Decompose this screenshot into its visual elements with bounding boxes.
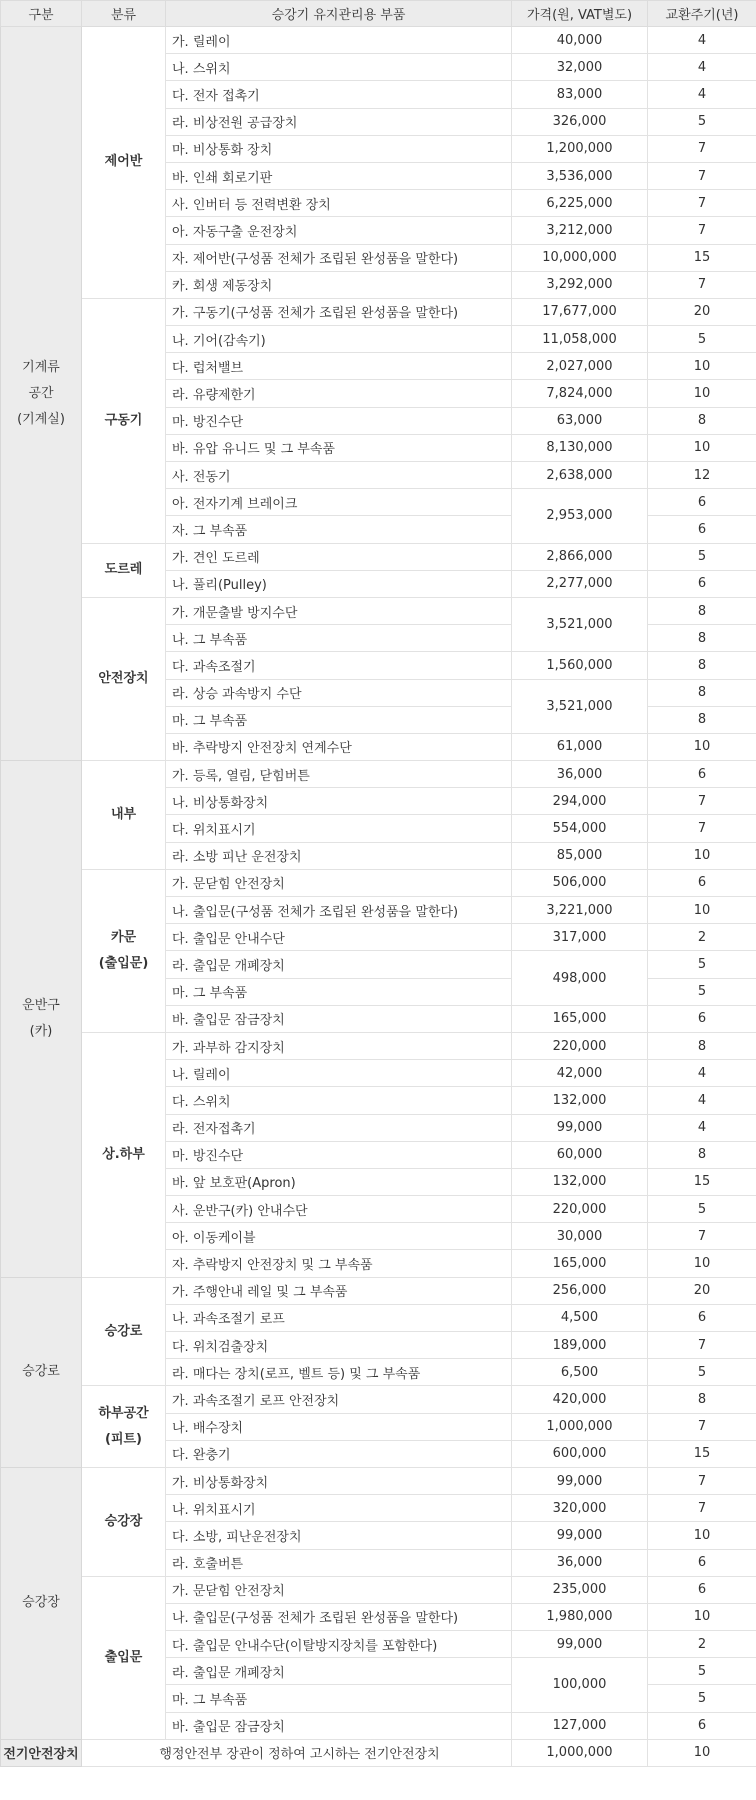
- cycle-cell: 8: [648, 652, 756, 679]
- cycle-cell: 6: [648, 570, 756, 597]
- price-cell: 42,000: [512, 1060, 648, 1087]
- cycle-cell: 8: [648, 679, 756, 706]
- part-name-cell: 아. 이동케이블: [166, 1223, 512, 1250]
- cycle-cell: 6: [648, 1549, 756, 1576]
- category-cell: 기계류 공간 (기계실): [1, 27, 82, 761]
- cycle-cell: 8: [648, 1032, 756, 1059]
- header-part: 승강기 유지관리용 부품: [166, 1, 512, 27]
- price-cell: 1,980,000: [512, 1603, 648, 1630]
- cycle-cell: 5: [648, 1359, 756, 1386]
- price-cell: 7,824,000: [512, 380, 648, 407]
- price-cell: 3,221,000: [512, 897, 648, 924]
- cycle-cell: 15: [648, 1168, 756, 1195]
- cycle-cell: 5: [648, 543, 756, 570]
- header-classification: 분류: [82, 1, 166, 27]
- cycle-cell: 7: [648, 1413, 756, 1440]
- cycle-cell: 7: [648, 217, 756, 244]
- price-cell: 99,000: [512, 1467, 648, 1494]
- cycle-cell: 12: [648, 462, 756, 489]
- part-name-cell: 가. 과부하 감지장치: [166, 1032, 512, 1059]
- price-cell: 4,500: [512, 1304, 648, 1331]
- part-name-cell: 자. 그 부속품: [166, 516, 512, 543]
- part-name-cell: 다. 완충기: [166, 1440, 512, 1467]
- price-cell: 100,000: [512, 1658, 648, 1712]
- cycle-cell: 8: [648, 597, 756, 624]
- cycle-cell: 7: [648, 815, 756, 842]
- price-cell: 36,000: [512, 1549, 648, 1576]
- part-name-cell: 바. 인쇄 회로기판: [166, 162, 512, 189]
- cycle-cell: 8: [648, 625, 756, 652]
- classification-cell: 승강장: [82, 1467, 166, 1576]
- cycle-cell: 7: [648, 1223, 756, 1250]
- cycle-cell: 6: [648, 489, 756, 516]
- part-name-cell: 바. 출입문 잠금장치: [166, 1005, 512, 1032]
- part-name-cell: 나. 과속조절기 로프: [166, 1304, 512, 1331]
- cycle-cell: 10: [648, 842, 756, 869]
- cycle-cell: 7: [648, 1495, 756, 1522]
- cycle-cell: 6: [648, 761, 756, 788]
- part-name-cell: 라. 출입문 개폐장치: [166, 951, 512, 978]
- part-name-cell: 다. 출입문 안내수단(이탈방지장치를 포함한다): [166, 1631, 512, 1658]
- cycle-cell: 5: [648, 108, 756, 135]
- part-name-cell: 다. 스위치: [166, 1087, 512, 1114]
- cycle-cell: 10: [648, 434, 756, 461]
- price-cell: 165,000: [512, 1005, 648, 1032]
- table-body: [1, 27, 756, 1740]
- part-name-cell: 바. 출입문 잠금장치: [166, 1712, 512, 1739]
- price-cell: 99,000: [512, 1631, 648, 1658]
- part-name-cell: 다. 출입문 안내수단: [166, 924, 512, 951]
- cycle-cell: 6: [648, 516, 756, 543]
- part-name-cell: 라. 소방 피난 운전장치: [166, 842, 512, 869]
- price-cell: 132,000: [512, 1168, 648, 1195]
- category-cell: 승강장: [1, 1467, 82, 1739]
- table-row: [1, 1467, 756, 1494]
- cycle-cell: 7: [648, 271, 756, 298]
- part-name-cell: 가. 구동기(구성품 전체가 조립된 완성품을 말한다): [166, 298, 512, 325]
- part-name-cell: 라. 호출버튼: [166, 1549, 512, 1576]
- price-cell: 220,000: [512, 1032, 648, 1059]
- cycle-cell: 7: [648, 135, 756, 162]
- header-row: [1, 1, 756, 27]
- price-cell: 600,000: [512, 1440, 648, 1467]
- classification-cell: 출입문: [82, 1576, 166, 1739]
- header-price: 가격(원, VAT별도): [512, 1, 648, 27]
- cycle-cell: 5: [648, 951, 756, 978]
- price-cell: 420,000: [512, 1386, 648, 1413]
- price-cell: 10,000,000: [512, 244, 648, 271]
- cycle-cell: 8: [648, 706, 756, 733]
- classification-cell: 승강로: [82, 1277, 166, 1386]
- part-name-cell: 마. 그 부속품: [166, 978, 512, 1005]
- price-cell: 326,000: [512, 108, 648, 135]
- part-name-cell: 아. 자동구출 운전장치: [166, 217, 512, 244]
- price-cell: 61,000: [512, 733, 648, 760]
- part-name-cell: 가. 주행안내 레일 및 그 부속품: [166, 1277, 512, 1304]
- cycle-cell: 2: [648, 924, 756, 951]
- cycle-cell: 6: [648, 869, 756, 896]
- price-cell: 40,000: [512, 27, 648, 54]
- cycle-cell: 7: [648, 162, 756, 189]
- price-cell: 2,953,000: [512, 489, 648, 543]
- part-name-cell: 바. 앞 보호판(Apron): [166, 1168, 512, 1195]
- part-name-cell: 다. 위치검출장치: [166, 1332, 512, 1359]
- part-name-cell: 마. 그 부속품: [166, 706, 512, 733]
- part-name-cell: 가. 문닫힘 안전장치: [166, 869, 512, 896]
- cycle-cell: 4: [648, 1114, 756, 1141]
- table-row: [1, 298, 756, 325]
- cycle-cell: 10: [648, 380, 756, 407]
- classification-cell: 상.하부: [82, 1032, 166, 1277]
- cycle-cell: 6: [648, 1712, 756, 1739]
- cycle-cell: 6: [648, 1304, 756, 1331]
- cycle-cell: 5: [648, 1658, 756, 1685]
- part-name-cell: 가. 릴레이: [166, 27, 512, 54]
- price-cell: 3,292,000: [512, 271, 648, 298]
- header-cycle: 교환주기(년): [648, 1, 756, 27]
- price-cell: 83,000: [512, 81, 648, 108]
- cycle-cell: 4: [648, 54, 756, 81]
- price-cell: 498,000: [512, 951, 648, 1005]
- part-name-cell: 다. 소방, 피난운전장치: [166, 1522, 512, 1549]
- price-cell: 3,536,000: [512, 162, 648, 189]
- table-row: [1, 1576, 756, 1603]
- cycle-cell: 10: [648, 353, 756, 380]
- cycle-cell: 10: [648, 733, 756, 760]
- price-cell: 2,027,000: [512, 353, 648, 380]
- cycle-cell: 15: [648, 1440, 756, 1467]
- part-name-cell: 사. 운반구(카) 안내수단: [166, 1196, 512, 1223]
- price-cell: 17,677,000: [512, 298, 648, 325]
- table-row: [1, 869, 756, 896]
- table-row: [1, 27, 756, 54]
- cycle-cell: 10: [648, 1250, 756, 1277]
- price-cell: 2,638,000: [512, 462, 648, 489]
- part-name-cell: 마. 비상통화 장치: [166, 135, 512, 162]
- price-cell: 99,000: [512, 1522, 648, 1549]
- part-name-cell: 라. 유량제한기: [166, 380, 512, 407]
- price-cell: 132,000: [512, 1087, 648, 1114]
- part-name-cell: 가. 문닫힘 안전장치: [166, 1576, 512, 1603]
- part-name-cell: 나. 비상통화장치: [166, 788, 512, 815]
- cycle-cell: 8: [648, 1386, 756, 1413]
- price-cell: 11,058,000: [512, 326, 648, 353]
- footer-category: 전기안전장치: [1, 1739, 82, 1766]
- price-cell: 1,560,000: [512, 652, 648, 679]
- footer-cycle: 10: [648, 1739, 756, 1766]
- part-name-cell: 라. 매다는 장치(로프, 벨트 등) 및 그 부속품: [166, 1359, 512, 1386]
- price-cell: 8,130,000: [512, 434, 648, 461]
- cycle-cell: 10: [648, 897, 756, 924]
- price-cell: 320,000: [512, 1495, 648, 1522]
- part-name-cell: 라. 비상전원 공급장치: [166, 108, 512, 135]
- cycle-cell: 10: [648, 1603, 756, 1630]
- table-row: [1, 1032, 756, 1059]
- cycle-cell: 7: [648, 1332, 756, 1359]
- part-name-cell: 나. 출입문(구성품 전체가 조립된 완성품을 말한다): [166, 897, 512, 924]
- part-name-cell: 자. 제어반(구성품 전체가 조립된 완성품을 말한다): [166, 244, 512, 271]
- price-cell: 3,521,000: [512, 679, 648, 733]
- part-name-cell: 라. 전자접촉기: [166, 1114, 512, 1141]
- footer-item: 행정안전부 장관이 정하여 고시하는 전기안전장치: [82, 1739, 512, 1766]
- price-cell: 6,500: [512, 1359, 648, 1386]
- price-cell: 506,000: [512, 869, 648, 896]
- part-name-cell: 다. 위치표시기: [166, 815, 512, 842]
- classification-cell: 내부: [82, 761, 166, 870]
- category-cell: 승강로: [1, 1277, 82, 1467]
- part-name-cell: 가. 견인 도르레: [166, 543, 512, 570]
- cycle-cell: 7: [648, 1467, 756, 1494]
- cycle-cell: 6: [648, 1005, 756, 1032]
- price-cell: 3,521,000: [512, 597, 648, 651]
- footer-row: [1, 1739, 756, 1766]
- part-name-cell: 나. 그 부속품: [166, 625, 512, 652]
- part-name-cell: 마. 그 부속품: [166, 1685, 512, 1712]
- price-cell: 1,000,000: [512, 1413, 648, 1440]
- classification-cell: 구동기: [82, 298, 166, 543]
- cycle-cell: 5: [648, 978, 756, 1005]
- price-cell: 63,000: [512, 407, 648, 434]
- price-cell: 99,000: [512, 1114, 648, 1141]
- cycle-cell: 6: [648, 1576, 756, 1603]
- price-cell: 189,000: [512, 1332, 648, 1359]
- part-name-cell: 가. 과속조절기 로프 안전장치: [166, 1386, 512, 1413]
- cycle-cell: 4: [648, 27, 756, 54]
- part-name-cell: 마. 방진수단: [166, 1141, 512, 1168]
- part-name-cell: 라. 상승 과속방지 수단: [166, 679, 512, 706]
- part-name-cell: 라. 출입문 개폐장치: [166, 1658, 512, 1685]
- part-name-cell: 다. 전자 접촉기: [166, 81, 512, 108]
- cycle-cell: 7: [648, 788, 756, 815]
- part-name-cell: 사. 인버터 등 전력변환 장치: [166, 190, 512, 217]
- price-cell: 165,000: [512, 1250, 648, 1277]
- price-cell: 85,000: [512, 842, 648, 869]
- price-cell: 317,000: [512, 924, 648, 951]
- cycle-cell: 2: [648, 1631, 756, 1658]
- table-row: [1, 1386, 756, 1413]
- part-name-cell: 나. 스위치: [166, 54, 512, 81]
- table-row: [1, 761, 756, 788]
- price-cell: 554,000: [512, 815, 648, 842]
- cycle-cell: 20: [648, 1277, 756, 1304]
- part-name-cell: 마. 방진수단: [166, 407, 512, 434]
- classification-cell: 안전장치: [82, 597, 166, 760]
- price-cell: 256,000: [512, 1277, 648, 1304]
- cycle-cell: 8: [648, 407, 756, 434]
- part-name-cell: 가. 등록, 열림, 닫힘버튼: [166, 761, 512, 788]
- cycle-cell: 20: [648, 298, 756, 325]
- part-name-cell: 아. 전자기계 브레이크: [166, 489, 512, 516]
- price-cell: 294,000: [512, 788, 648, 815]
- price-cell: 6,225,000: [512, 190, 648, 217]
- classification-cell: 제어반: [82, 27, 166, 299]
- price-cell: 3,212,000: [512, 217, 648, 244]
- price-cell: 36,000: [512, 761, 648, 788]
- price-cell: 2,277,000: [512, 570, 648, 597]
- part-name-cell: 나. 릴레이: [166, 1060, 512, 1087]
- price-cell: 127,000: [512, 1712, 648, 1739]
- cycle-cell: 5: [648, 326, 756, 353]
- part-name-cell: 가. 비상통화장치: [166, 1467, 512, 1494]
- part-name-cell: 다. 럽처밸브: [166, 353, 512, 380]
- header-category: 구분: [1, 1, 82, 27]
- price-cell: 30,000: [512, 1223, 648, 1250]
- part-name-cell: 사. 전동기: [166, 462, 512, 489]
- category-cell: 운반구 (카): [1, 761, 82, 1278]
- table-row: [1, 543, 756, 570]
- cycle-cell: 4: [648, 81, 756, 108]
- part-name-cell: 바. 유압 유니드 및 그 부속품: [166, 434, 512, 461]
- part-name-cell: 나. 배수장치: [166, 1413, 512, 1440]
- cycle-cell: 4: [648, 1060, 756, 1087]
- cycle-cell: 10: [648, 1522, 756, 1549]
- cycle-cell: 15: [648, 244, 756, 271]
- classification-cell: 하부공간 (피트): [82, 1386, 166, 1468]
- price-cell: 2,866,000: [512, 543, 648, 570]
- price-cell: 220,000: [512, 1196, 648, 1223]
- cycle-cell: 4: [648, 1087, 756, 1114]
- cycle-cell: 5: [648, 1685, 756, 1712]
- part-name-cell: 자. 추락방지 안전장치 및 그 부속품: [166, 1250, 512, 1277]
- part-name-cell: 나. 풀리(Pulley): [166, 570, 512, 597]
- part-name-cell: 바. 추락방지 안전장치 연계수단: [166, 733, 512, 760]
- part-name-cell: 나. 출입문(구성품 전체가 조립된 완성품을 말한다): [166, 1603, 512, 1630]
- price-cell: 1,200,000: [512, 135, 648, 162]
- cycle-cell: 5: [648, 1196, 756, 1223]
- table-row: [1, 1277, 756, 1304]
- part-name-cell: 카. 회생 제동장치: [166, 271, 512, 298]
- cycle-cell: 8: [648, 1141, 756, 1168]
- footer-price: 1,000,000: [512, 1739, 648, 1766]
- price-cell: 32,000: [512, 54, 648, 81]
- part-name-cell: 다. 과속조절기: [166, 652, 512, 679]
- classification-cell: 도르레: [82, 543, 166, 597]
- part-name-cell: 나. 위치표시기: [166, 1495, 512, 1522]
- classification-cell: 카문 (출입문): [82, 869, 166, 1032]
- price-cell: 60,000: [512, 1141, 648, 1168]
- cycle-cell: 7: [648, 190, 756, 217]
- price-cell: 235,000: [512, 1576, 648, 1603]
- part-name-cell: 가. 개문출발 방지수단: [166, 597, 512, 624]
- table-row: [1, 597, 756, 624]
- part-name-cell: 나. 기어(감속기): [166, 326, 512, 353]
